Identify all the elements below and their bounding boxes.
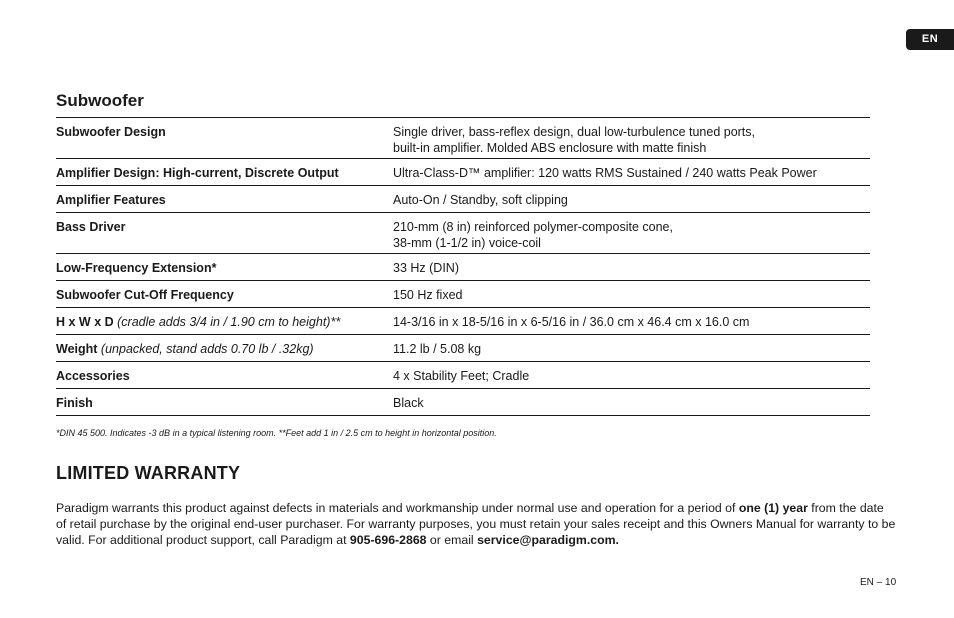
spec-row-cut-off-frequency xyxy=(56,281,870,308)
spec-row-dimensions xyxy=(56,308,870,335)
spec-value: 33 Hz (DIN) xyxy=(393,261,459,275)
spec-value: 210-mm (8 in) reinforced polymer-composite cone, 38-mm (1-1/2 in) voice-coil xyxy=(393,220,673,250)
spec-value: 150 Hz fixed xyxy=(393,288,463,302)
spec-value: 4 x Stability Feet; Cradle xyxy=(393,369,530,383)
spec-row-subwoofer-design xyxy=(56,118,870,159)
support-email: service@paradigm.com. xyxy=(477,533,619,547)
spec-label: Bass Driver xyxy=(56,220,126,234)
warranty-text: Paradigm warrants this product against defects in materials and workmanship under normal use and operation for a period of one (1) year from the date of retail purchase by the original end-user purchaser. For warranty purposes, you must retain your sales receipt and this Owners Manual for warranty to be valid. For additional product support, call Paradigm at 905-696-2868 or email service@paradigm.com. xyxy=(56,501,896,547)
spec-row-weight xyxy=(56,335,870,362)
warranty-period: one (1) year xyxy=(738,501,808,515)
spec-label: Low-Frequency Extension* xyxy=(56,261,217,275)
spec-label: Subwoofer Design xyxy=(56,125,166,139)
spec-row-low-frequency-extension xyxy=(56,254,870,281)
spec-label: Amplifier Design: High-current, Discrete Output xyxy=(56,166,339,180)
footnote: *DIN 45 500. Indicates -3 dB in a typical listening room. **Feet add 1 in / 2.5 cm to height in horizontal position. xyxy=(56,428,497,438)
spec-label: Subwoofer Cut-Off Frequency xyxy=(56,288,234,302)
spec-value: 11.2 lb / 5.08 kg xyxy=(393,342,482,356)
spec-note: (cradle adds 3/4 in / 1.90 cm to height)** xyxy=(117,315,341,329)
spec-label: Amplifier Features xyxy=(56,193,166,207)
spec-row-amplifier-features xyxy=(56,186,870,213)
spec-value: Ultra-Class-D™ amplifier: 120 watts RMS Sustained / 240 watts Peak Power xyxy=(393,166,817,180)
section-title: Subwoofer xyxy=(56,91,144,110)
spec-label: Finish xyxy=(56,396,93,410)
spec-table xyxy=(56,117,870,416)
warranty-title: LIMITED WARRANTY xyxy=(56,463,241,483)
spec-value: Single driver, bass-reflex design, dual low-turbulence tuned ports, built-in amplifier. Molded ABS enclosure with matte finish xyxy=(393,125,756,155)
language-tab: EN xyxy=(906,29,954,50)
spec-value: 14-3/16 in x 18-5/16 in x 6-5/16 in / 36.0 cm x 46.4 cm x 16.0 cm xyxy=(393,315,750,329)
spec-label: Weight (unpacked, stand adds 0.70 lb / .32kg) xyxy=(56,342,314,356)
spec-note: (unpacked, stand adds 0.70 lb / .32kg) xyxy=(100,342,314,356)
spec-row-finish xyxy=(56,389,870,416)
spec-row-accessories xyxy=(56,362,870,389)
spec-row-amplifier-design xyxy=(56,159,870,186)
support-phone: 905-696-2868 xyxy=(349,533,427,547)
spec-label: H x W x D (cradle adds 3/4 in / 1.90 cm to height)** xyxy=(56,315,341,329)
spec-value: Black xyxy=(393,396,424,410)
spec-value: Auto-On / Standby, soft clipping xyxy=(393,193,568,207)
spec-label: Accessories xyxy=(56,369,130,383)
spec-row-bass-driver xyxy=(56,213,870,254)
page-number: EN – 10 xyxy=(860,577,897,588)
